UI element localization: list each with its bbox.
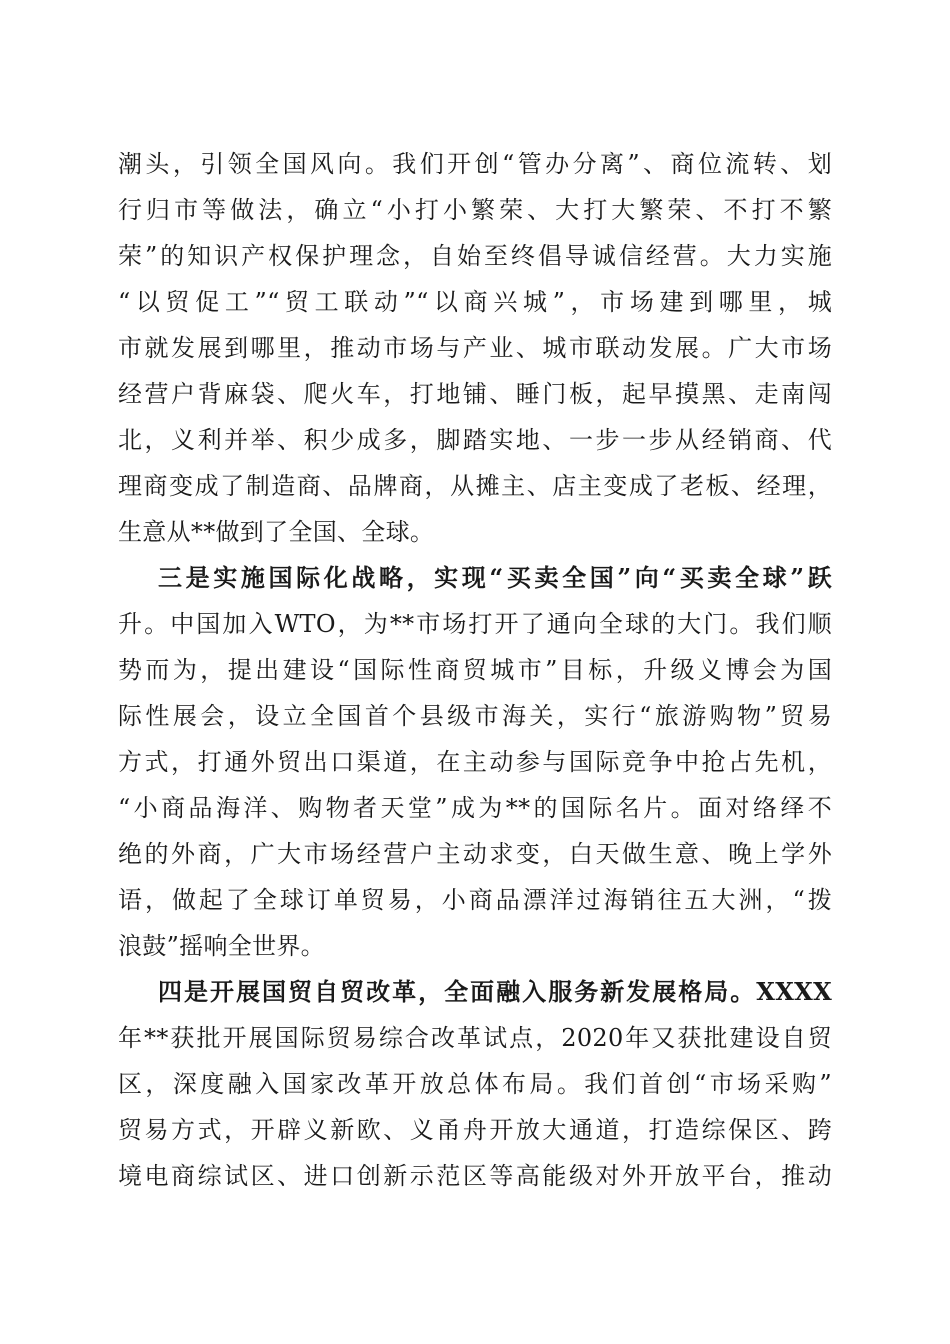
text-line: 经营户背麻袋、爬火车，打地铺、睡门板，起早摸黑、走南闯: [118, 380, 832, 408]
text-line: 理商变成了制造商、品牌商，从摊主、店主变成了老板、经理，: [118, 472, 832, 500]
text-line: 语，做起了全球订单贸易，小商品漂洋过海销往五大洲，“拨: [118, 886, 832, 914]
text-line: 际性展会，设立全国首个县级市海关，实行“旅游购物”贸易: [118, 702, 832, 730]
text-line: “小商品海洋、购物者天堂”成为**的国际名片。面对络绎不: [118, 794, 832, 822]
text-line: 潮头，引领全国风向。我们开创“管办分离”、商位流转、划: [118, 150, 832, 178]
text-line: 境电商综试区、进口创新示范区等高能级对外开放平台，推动: [118, 1162, 832, 1190]
text-line: 荣”的知识产权保护理念，自始至终倡导诚信经营。大力实施: [118, 242, 832, 270]
text-line: 市就发展到哪里，推动市场与产业、城市联动发展。广大市场: [118, 334, 832, 362]
text-line: 绝的外商，广大市场经营户主动求变，白天做生意、晚上学外: [118, 840, 832, 868]
text-line: 生意从**做到了全国、全球。: [118, 518, 435, 546]
text-line: “以贸促工”“贸工联动”“以商兴城”，市场建到哪里，城: [118, 288, 832, 316]
text-line: 北，义利并举、积少成多，脚踏实地、一步一步从经销商、代: [118, 426, 832, 454]
text-line: 区，深度融入国家改革开放总体布局。我们首创“市场采购”: [118, 1070, 832, 1098]
text-line: 势而为，提出建设“国际性商贸城市”目标，升级义博会为国: [118, 656, 832, 684]
text-line: 方式，打通外贸出口渠道，在主动参与国际竞争中抢占先机，: [118, 748, 832, 776]
text-line: 浪鼓”摇响全世界。: [118, 932, 325, 960]
text-line: 行归市等做法，确立“小打小繁荣、大打大繁荣、不打不繁: [118, 196, 832, 224]
text-line: 年**获批开展国际贸易综合改革试点，2020年又获批建设自贸: [118, 1024, 832, 1052]
text-line: 贸易方式，开辟义新欧、义甬舟开放大通道，打造综保区、跨: [118, 1116, 832, 1144]
text-line: 升。中国加入WTO，为**市场打开了通向全球的大门。我们顺: [118, 610, 832, 638]
section-heading-line: 四是开展国贸自贸改革，全面融入服务新发展格局。XXXX: [158, 977, 832, 1006]
section-heading-line: 三是实施国际化战略，实现“买卖全国”向“买卖全球”跃: [158, 563, 832, 592]
